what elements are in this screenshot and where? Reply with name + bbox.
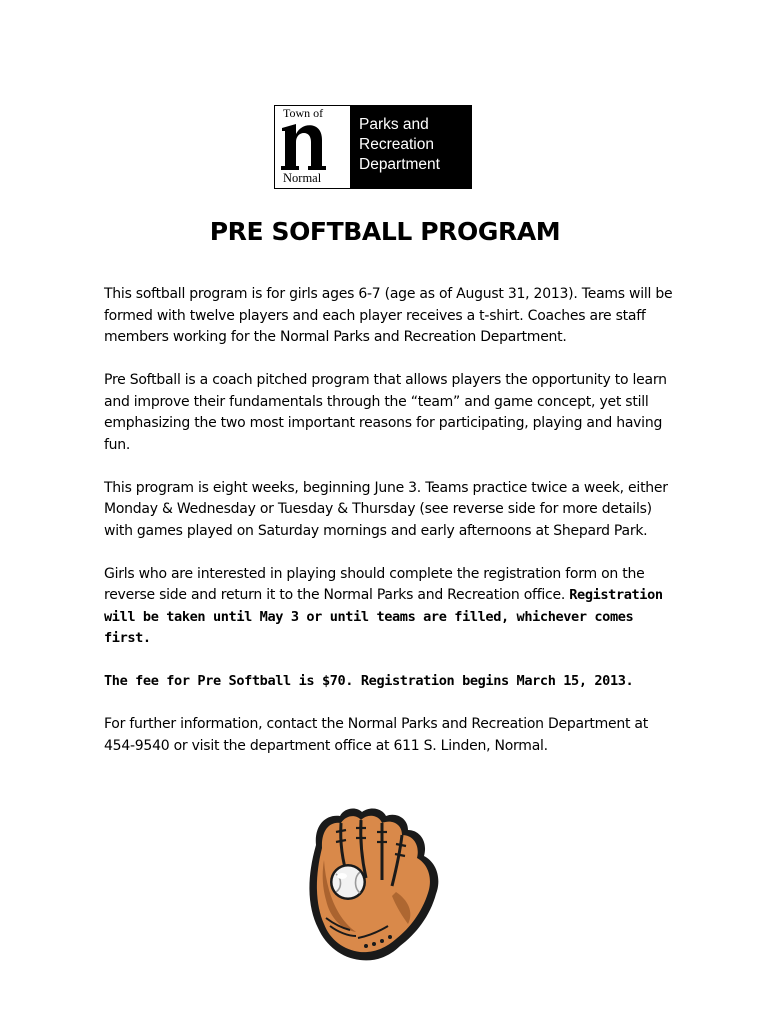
page-title: PRE SOFTBALL PROGRAM <box>209 217 561 246</box>
logo-town-of-text: Town of <box>283 106 324 120</box>
logo-n-icon <box>278 120 328 172</box>
logo-dept-line-2: Recreation <box>359 136 434 153</box>
paragraph-fee <box>104 671 676 693</box>
logo-department-panel <box>351 106 471 188</box>
softball-glove-icon <box>296 800 446 970</box>
document-body <box>104 284 676 779</box>
logo-normal-text: Normal <box>283 171 322 185</box>
paragraph-registration <box>104 564 676 650</box>
paragraph-schedule: This program is eight weeks, beginning June 3. Teams practice twice a week, either Monday & Wednesday or Tuesday & Thursday (see reverse side for more details) with games played on Saturday mornings and early afternoons at Shepard Park. <box>104 479 668 539</box>
logo-dept-line-1: Parks and <box>359 116 429 133</box>
registration-deadline: Registration will be taken until May 3 or until teams are filled, whichever comes first. <box>104 587 663 646</box>
fee-and-registration-date: The fee for Pre Softball is $70. Registration begins March 15, 2013. <box>104 673 634 689</box>
registration-instructions: Girls who are interested in playing should complete the registration form on the reverse side and return it to the Normal Parks and Recreation office. <box>104 565 645 603</box>
logo-dept-line-3: Department <box>359 156 440 173</box>
logo-department-name <box>359 115 440 175</box>
town-of-normal-logo <box>274 105 472 189</box>
paragraph-program-overview: This softball program is for girls ages 6-7 (age as of August 31, 2013). Teams will be formed with twelve players and each player receives a t-shirt. Coaches are staff members working for the Normal Parks and Recreation Department. <box>104 286 673 345</box>
paragraph-contact: For further information, contact the Normal Parks and Recreation Department at 454-9540 or visit the department office at 611 S. Linden, Normal. <box>104 716 648 754</box>
paragraph-program-description: Pre Softball is a coach pitched program that allows players the opportunity to learn and improve their fundamentals through the “team” and game concept, yet still emphasizing the two most important reasons for participating, playing and having fun. <box>104 372 667 453</box>
logo-mark-panel <box>275 106 350 187</box>
